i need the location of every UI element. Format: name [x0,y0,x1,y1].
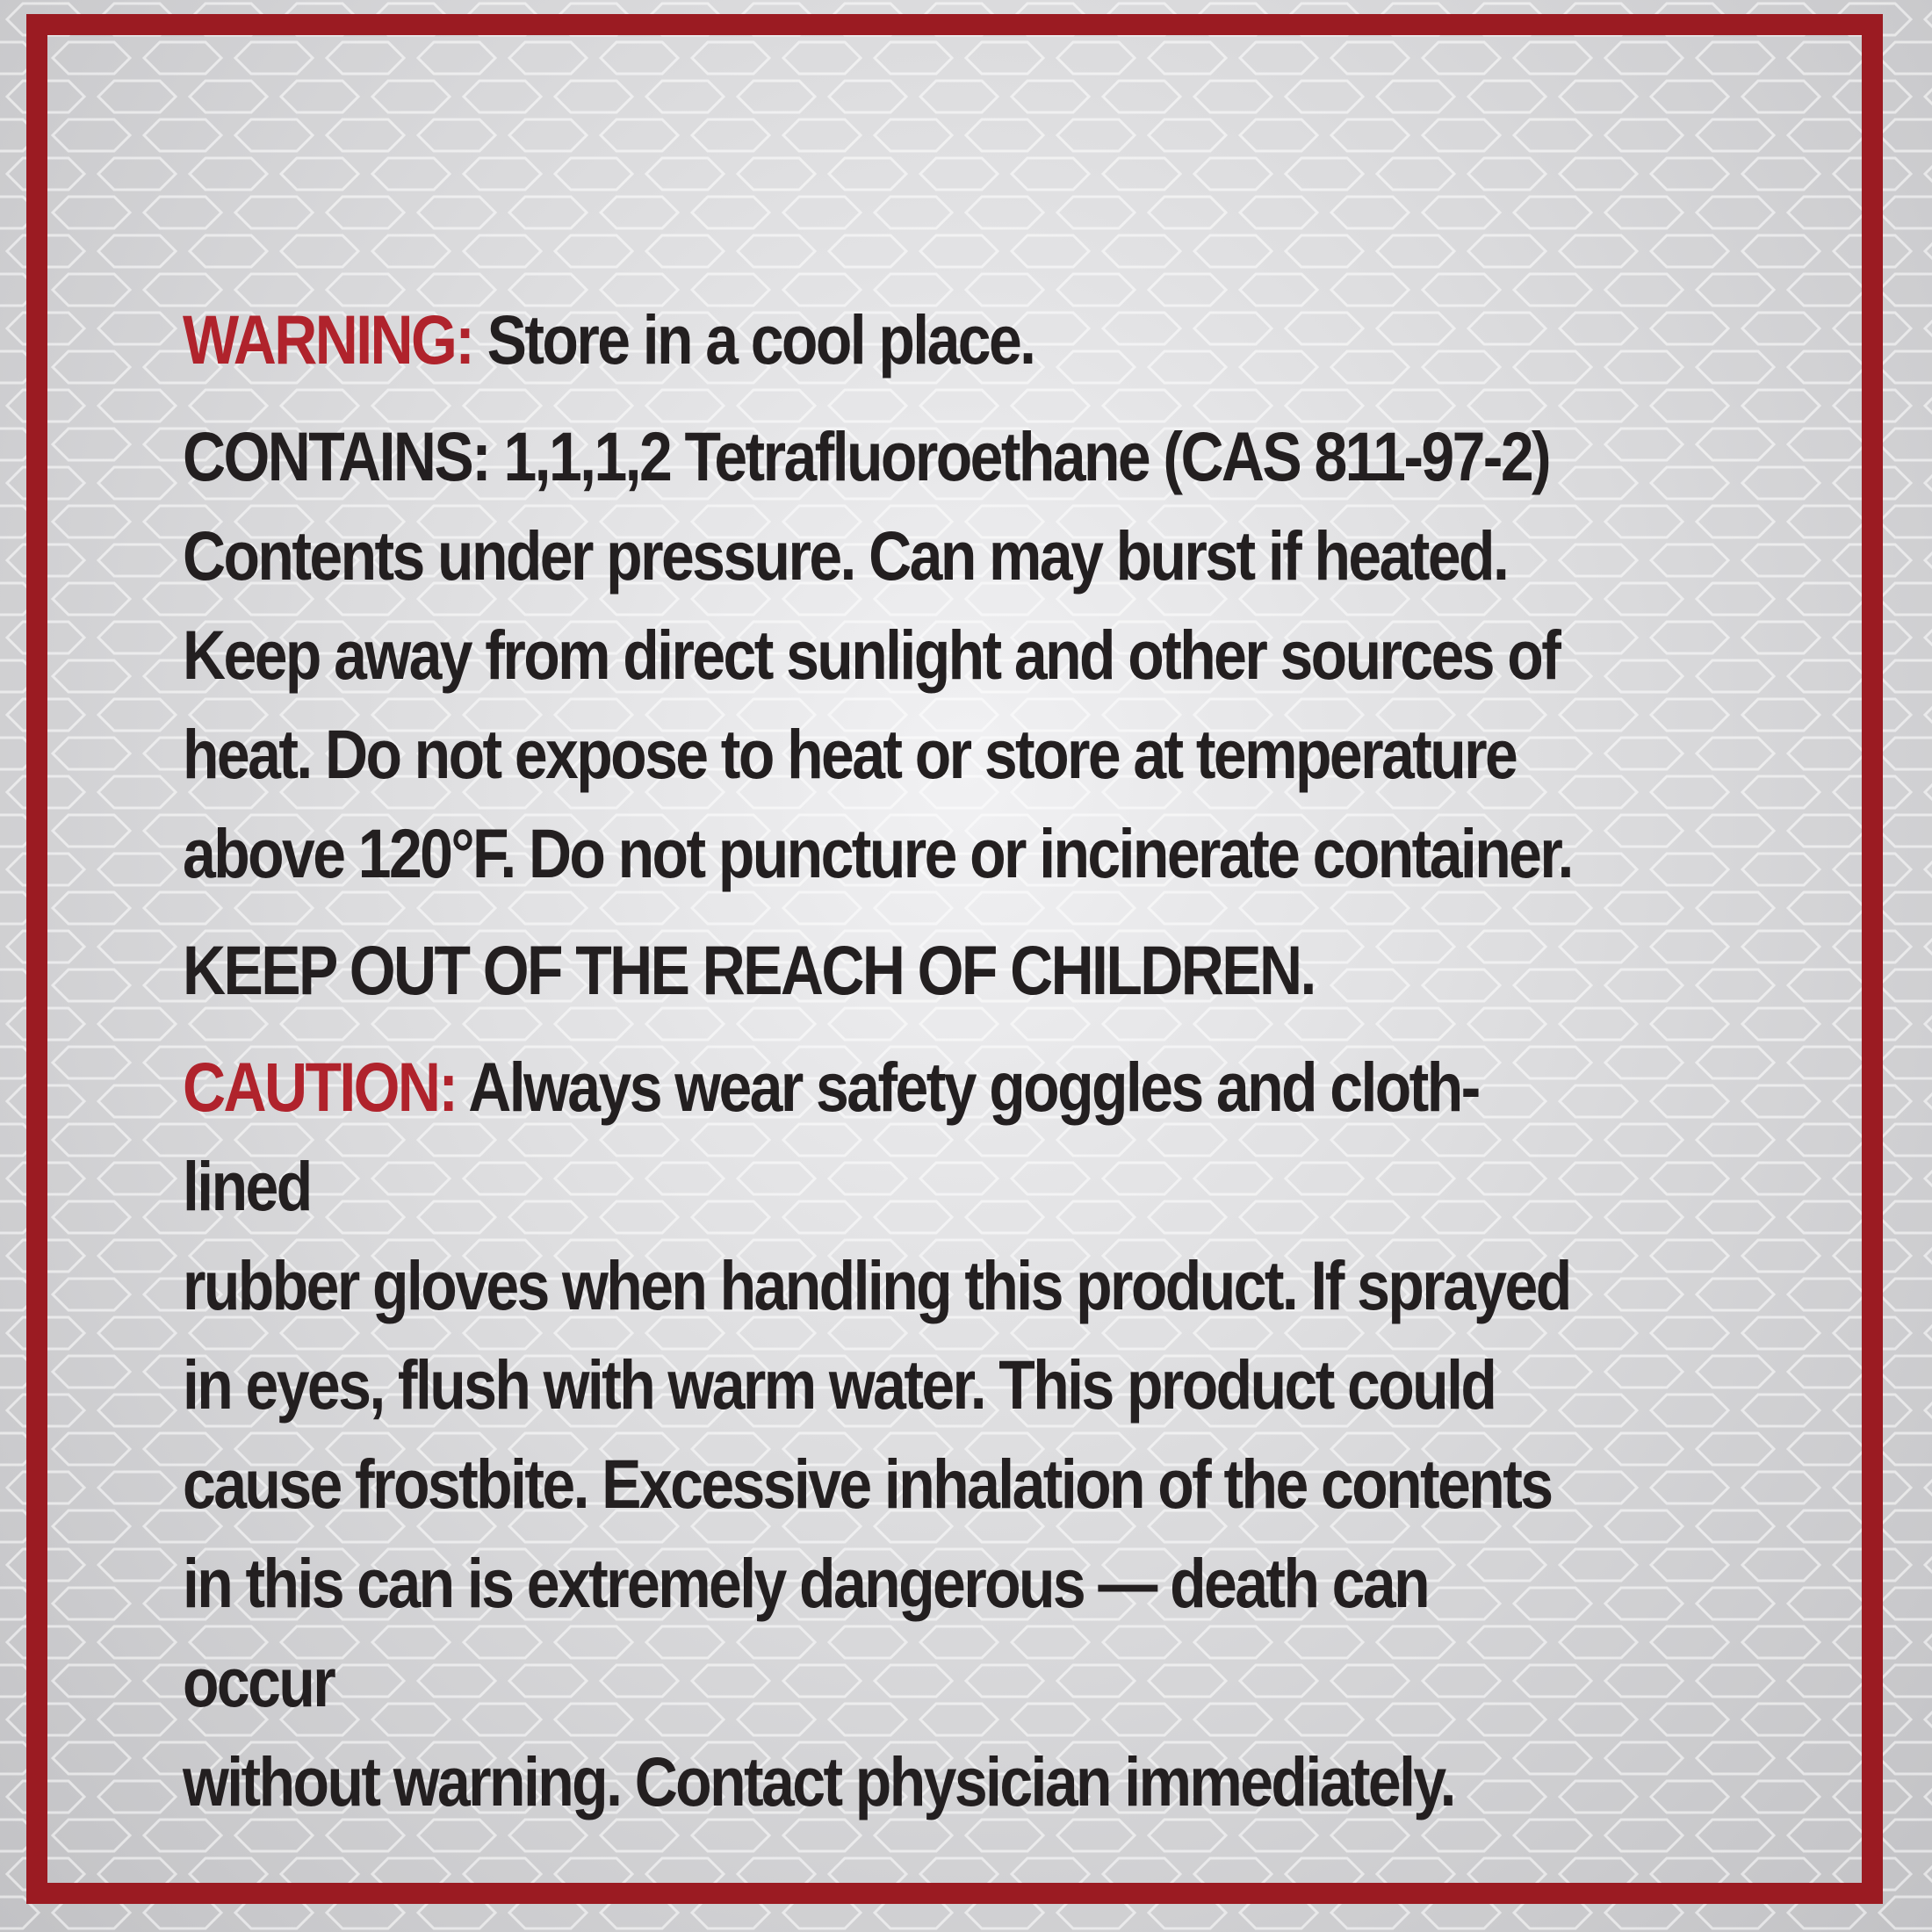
children-warning: KEEP OUT OF THE REACH OF CHILDREN. [183,931,1315,1009]
caution-heading: CAUTION: [183,1048,457,1126]
contains-line: CONTAINS: 1,1,1,2 Tetrafluoroethane (CAS 811-97-2) [183,417,1550,495]
caution-line: in eyes, flush with warm water. This product could [183,1345,1496,1424]
caution-line: rubber gloves when handling this product. If sprayed [183,1246,1570,1324]
caution-line: without warning. Contact physician immediately. [183,1742,1454,1820]
caution-line: in this can is extremely dangerous — death can occur [183,1544,1429,1721]
contains-paragraph [183,407,1572,903]
caution-first-line [183,1037,1572,1236]
warning-label-text [183,290,1572,1831]
caution-line: cause frostbite. Excessive inhalation of the contents [183,1445,1552,1523]
warning-heading: WARNING: [183,300,473,378]
contains-line: Keep away from direct sunlight and other sources of [183,616,1560,694]
caution-text: Always wear safety goggles and cloth-lined [183,1048,1479,1225]
contains-line: Contents under pressure. Can may burst if heated. [183,516,1508,595]
warning-paragraph [183,290,1572,389]
caution-paragraph [183,1037,1572,1831]
warning-text: Store in a cool place. [472,300,1034,378]
contains-line: above 120°F. Do not puncture or incinerate container. [183,814,1572,892]
contains-line: heat. Do not expose to heat or store at temperature [183,715,1517,793]
